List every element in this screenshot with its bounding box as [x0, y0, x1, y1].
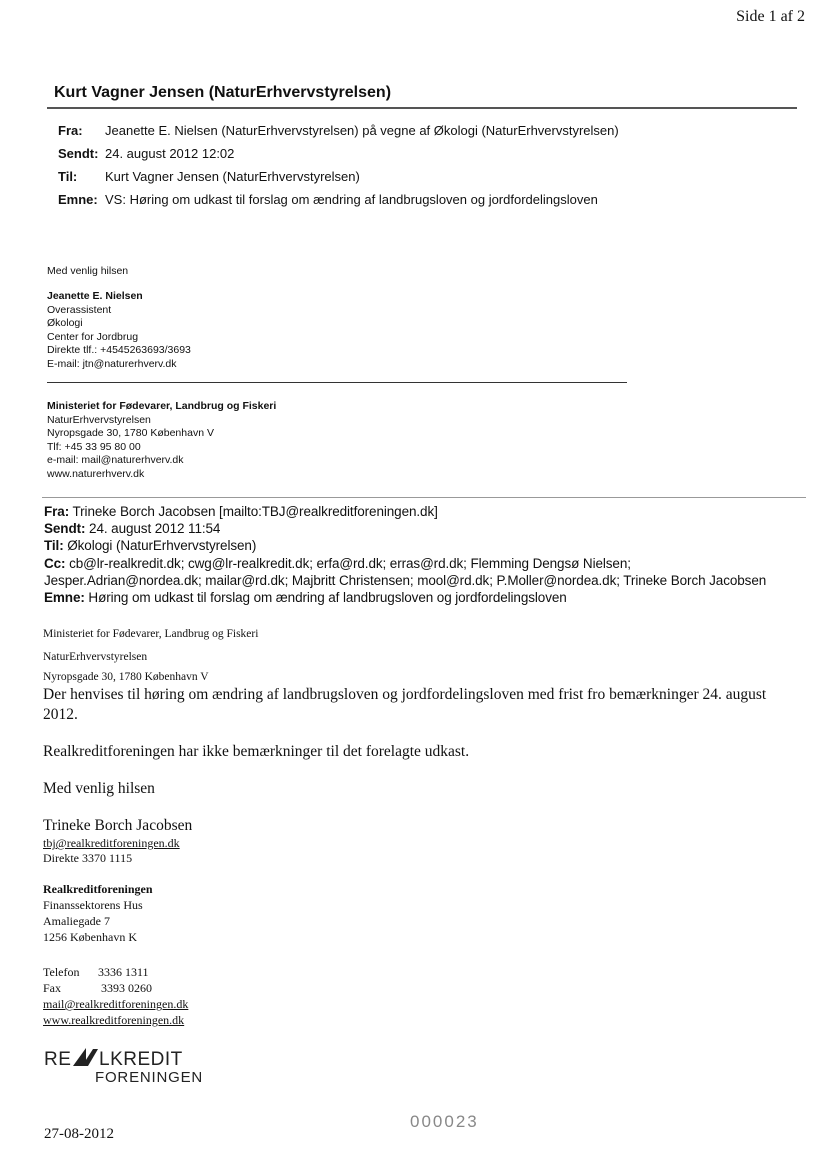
org-street: Amaliegade 7 — [43, 914, 110, 928]
signature-rule — [47, 382, 627, 383]
signer-center: Center for Jordbrug — [47, 330, 139, 343]
forward-rule — [42, 497, 806, 498]
signer-title: Overassistent — [47, 303, 112, 316]
sender-email-link[interactable]: tbj@realkreditforeningen.dk — [43, 836, 180, 850]
page-number: Side 1 af 2 — [736, 8, 805, 25]
agency-email: e-mail: mail@naturerhverv.dk — [47, 454, 184, 466]
fax-label: Fax — [43, 981, 61, 995]
signer-dept: Økologi — [47, 317, 83, 329]
letter-address-2: NaturErhvervstyrelsen — [43, 651, 148, 663]
phone-value: 3336 1311 — [98, 965, 149, 979]
fwd-subject-label: Emne: — [44, 590, 85, 606]
header-from — [58, 123, 619, 138]
agency-name: NaturErhvervstyrelsen — [47, 413, 151, 426]
greeting-text: Med venlig hilsen — [47, 265, 129, 277]
to-value: Kurt Vagner Jensen (NaturErhvervstyrelsen) — [105, 169, 360, 184]
signer-email: E-mail: jtn@naturerhverv.dk — [47, 357, 177, 370]
title-rule — [47, 107, 797, 109]
from-label: Fra: — [58, 123, 83, 138]
agency-address: Nyropsgade 30, 1780 København V — [47, 427, 214, 439]
fwd-cc-value-1: cb@lr-realkredit.dk; cwg@lr-realkredit.dk; erfa@rd.dk; erras@rd.dk; Flemming Dengsø Nielsen; — [65, 555, 631, 571]
fwd-cc-value-2: Jesper.Adrian@nordea.dk; mailar@rd.dk; Majbritt Christensen; mool@rd.dk; P.Moller@nordea.dk; Trineke Borch Jacobsen — [44, 572, 767, 588]
signature-block — [47, 290, 191, 371]
header-sent — [58, 146, 234, 161]
org-building: Finanssektorens Hus — [43, 898, 143, 912]
realkredit-logo-mark — [44, 1045, 224, 1085]
org-web-link[interactable]: www.realkreditforeningen.dk — [43, 1013, 185, 1027]
sent-label: Sendt: — [58, 146, 99, 161]
forwarded-header — [44, 503, 766, 606]
svg-text:FORENINGEN: FORENINGEN — [95, 1069, 204, 1085]
agency-phone: Tlf: +45 33 95 80 00 — [47, 440, 141, 453]
sender-direct-phone: Direkte 3370 1115 — [43, 851, 133, 865]
letter-paragraph-1-line-1: Der henvises til høring om ændring af landbrugsloven og jordfordelingsloven med frist fro bemærkninger 24. august — [43, 686, 767, 703]
org-name: Realkreditforeningen — [43, 882, 153, 896]
letter-paragraph-2: Realkreditforeningen har ikke bemærkninger til det forelagte udkast. — [43, 743, 470, 760]
fwd-from-label: Fra: — [44, 504, 70, 519]
fwd-sent-label: Sendt: — [44, 521, 86, 537]
page-stamp: 000023 — [410, 1112, 479, 1131]
signer-name: Jeanette E. Nielsen — [47, 290, 143, 302]
phone-label: Telefon — [43, 965, 80, 979]
subject-value: VS: Høring om udkast til forslag om ændring af landbrugsloven og jordfordelingsloven — [105, 192, 598, 207]
footer-date: 27-08-2012 — [44, 1126, 114, 1142]
realkredit-logo — [44, 1045, 224, 1090]
letter-sender-name: Trineke Borch Jacobsen — [43, 817, 193, 834]
document-title: Kurt Vagner Jensen (NaturErhvervstyrelsen) — [54, 84, 392, 101]
fwd-from-value: Trineke Borch Jacobsen [mailto:TBJ@realkreditforeningen.dk] — [69, 504, 438, 519]
letter-paragraph-1-line-2: 2012. — [43, 706, 78, 723]
fwd-subject-value: Høring om udkast til forslag om ændring af landbrugsloven og jordfordelingsloven — [84, 590, 567, 606]
from-value: Jeanette E. Nielsen (NaturErhvervstyrelsen) på vegne af Økologi (NaturErhvervstyrelsen) — [105, 123, 619, 138]
svg-text:RE: RE — [44, 1049, 72, 1070]
signer-phone: Direkte tlf.: +4545263693/3693 — [47, 344, 191, 356]
fwd-to-value: Økologi (NaturErhvervstyrelsen) — [63, 538, 257, 554]
fwd-to-label: Til: — [44, 538, 64, 554]
fwd-cc-label: Cc: — [44, 555, 66, 571]
agency-web: www.naturerhverv.dk — [47, 467, 145, 480]
subject-label: Emne: — [58, 192, 98, 207]
signature-greeting — [47, 265, 128, 279]
ministry-name: Ministeriet for Fødevarer, Landbrug og Fiskeri — [47, 400, 277, 412]
org-city: 1256 København K — [43, 930, 137, 944]
sent-value: 24. august 2012 12:02 — [105, 146, 235, 161]
fax-value: 3393 0260 — [101, 981, 152, 995]
header-subject — [58, 192, 598, 207]
to-label: Til: — [58, 169, 78, 184]
letter-address-1: Ministeriet for Fødevarer, Landbrug og Fiskeri — [43, 628, 259, 640]
letter-address-3: Nyropsgade 30, 1780 København V — [43, 671, 209, 683]
fwd-sent-value: 24. august 2012 11:54 — [85, 521, 221, 537]
header-to — [58, 169, 360, 184]
org-email-link[interactable]: mail@realkreditforeningen.dk — [43, 997, 189, 1011]
ministry-block — [47, 400, 276, 481]
letter-closing: Med venlig hilsen — [43, 780, 155, 797]
svg-text:LKREDIT: LKREDIT — [99, 1049, 183, 1070]
